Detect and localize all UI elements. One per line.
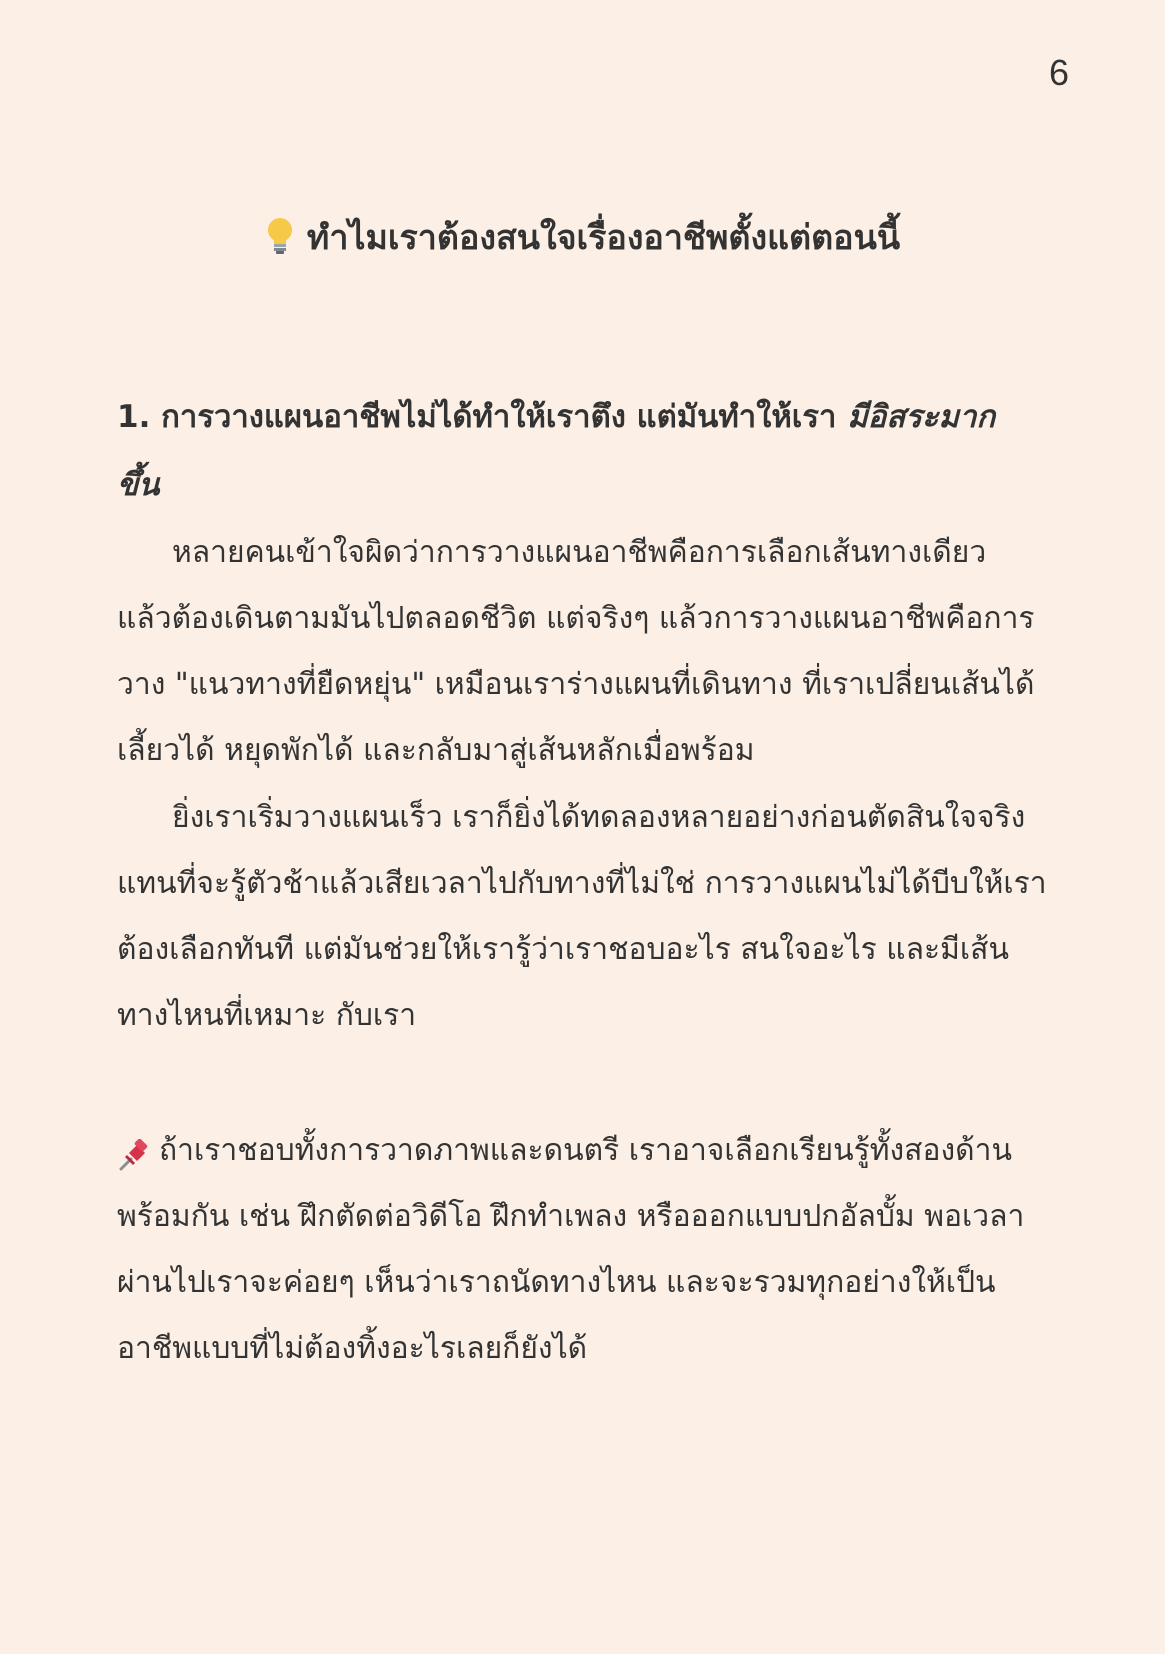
paragraph: หลายคนเข้าใจผิดว่าการวางแผนอาชีพคือการเลือกเส้นทางเดียว แล้วต้องเดินตามมันไปตลอดชีวิต แต่จริงๆ แล้วการวางแผนอาชีพคือการวาง "แนวทางที่ยืดหยุ่น" เหมือนเราร่างแผนที่เดินทาง ที่เราเปลี่ยนเส้นได้ เลี้ยวได้ หยุดพักได้ และกลับมาสู่เส้นหลักเมื่อพร้อม xyxy=(117,535,1035,768)
section-heading-prefix: 1. การวางแผนอาชีพไม่ได้ทำให้เราตึง แต่มันทำให้เรา xyxy=(117,399,848,435)
title-text: ทำไมเราต้องสนใจเรื่องอาชีพตั้งแต่ตอนนี้ xyxy=(306,218,901,258)
pushpin-icon xyxy=(117,1131,151,1165)
note-paragraph xyxy=(117,1118,1047,1382)
page-title xyxy=(0,210,1165,264)
section-heading xyxy=(117,383,1037,519)
note-text: ถ้าเราชอบทั้งการวาดภาพและดนตรี เราอาจเลือกเรียนรู้ทั้งสองด้านพร้อมกัน เช่น ฝึกตัดต่อวิดีโอ ฝึกทำเพลง หรือออกแบบปกอัลบั้ม พอเวลาผ่านไปเราจะค่อยๆ เห็นว่าเราถนัดทางไหน และจะรวมทุกอย่างให้เป็นอาชีพแบบที่ไม่ต้องทิ้งอะไรเลยก็ยังได้ xyxy=(117,1133,1025,1366)
lightbulb-icon xyxy=(265,217,295,255)
page-number: 6 xyxy=(1048,52,1069,93)
section-heading-emphasis: มีอิสระมากขึ้น xyxy=(117,399,996,503)
paragraph: ยิ่งเราเริ่มวางแผนเร็ว เราก็ยิ่งได้ทดลองหลายอย่างก่อนตัดสินใจจริง แทนที่จะรู้ตัวช้าแล้วเสียเวลาไปกับทางที่ไม่ใช่ การวางแผนไม่ได้บีบให้เราต้องเลือกทันที แต่มันช่วยให้เรารู้ว่าเราชอบอะไร สนใจอะไร และมีเส้นทางไหนที่เหมาะ กับเรา xyxy=(117,800,1047,1033)
